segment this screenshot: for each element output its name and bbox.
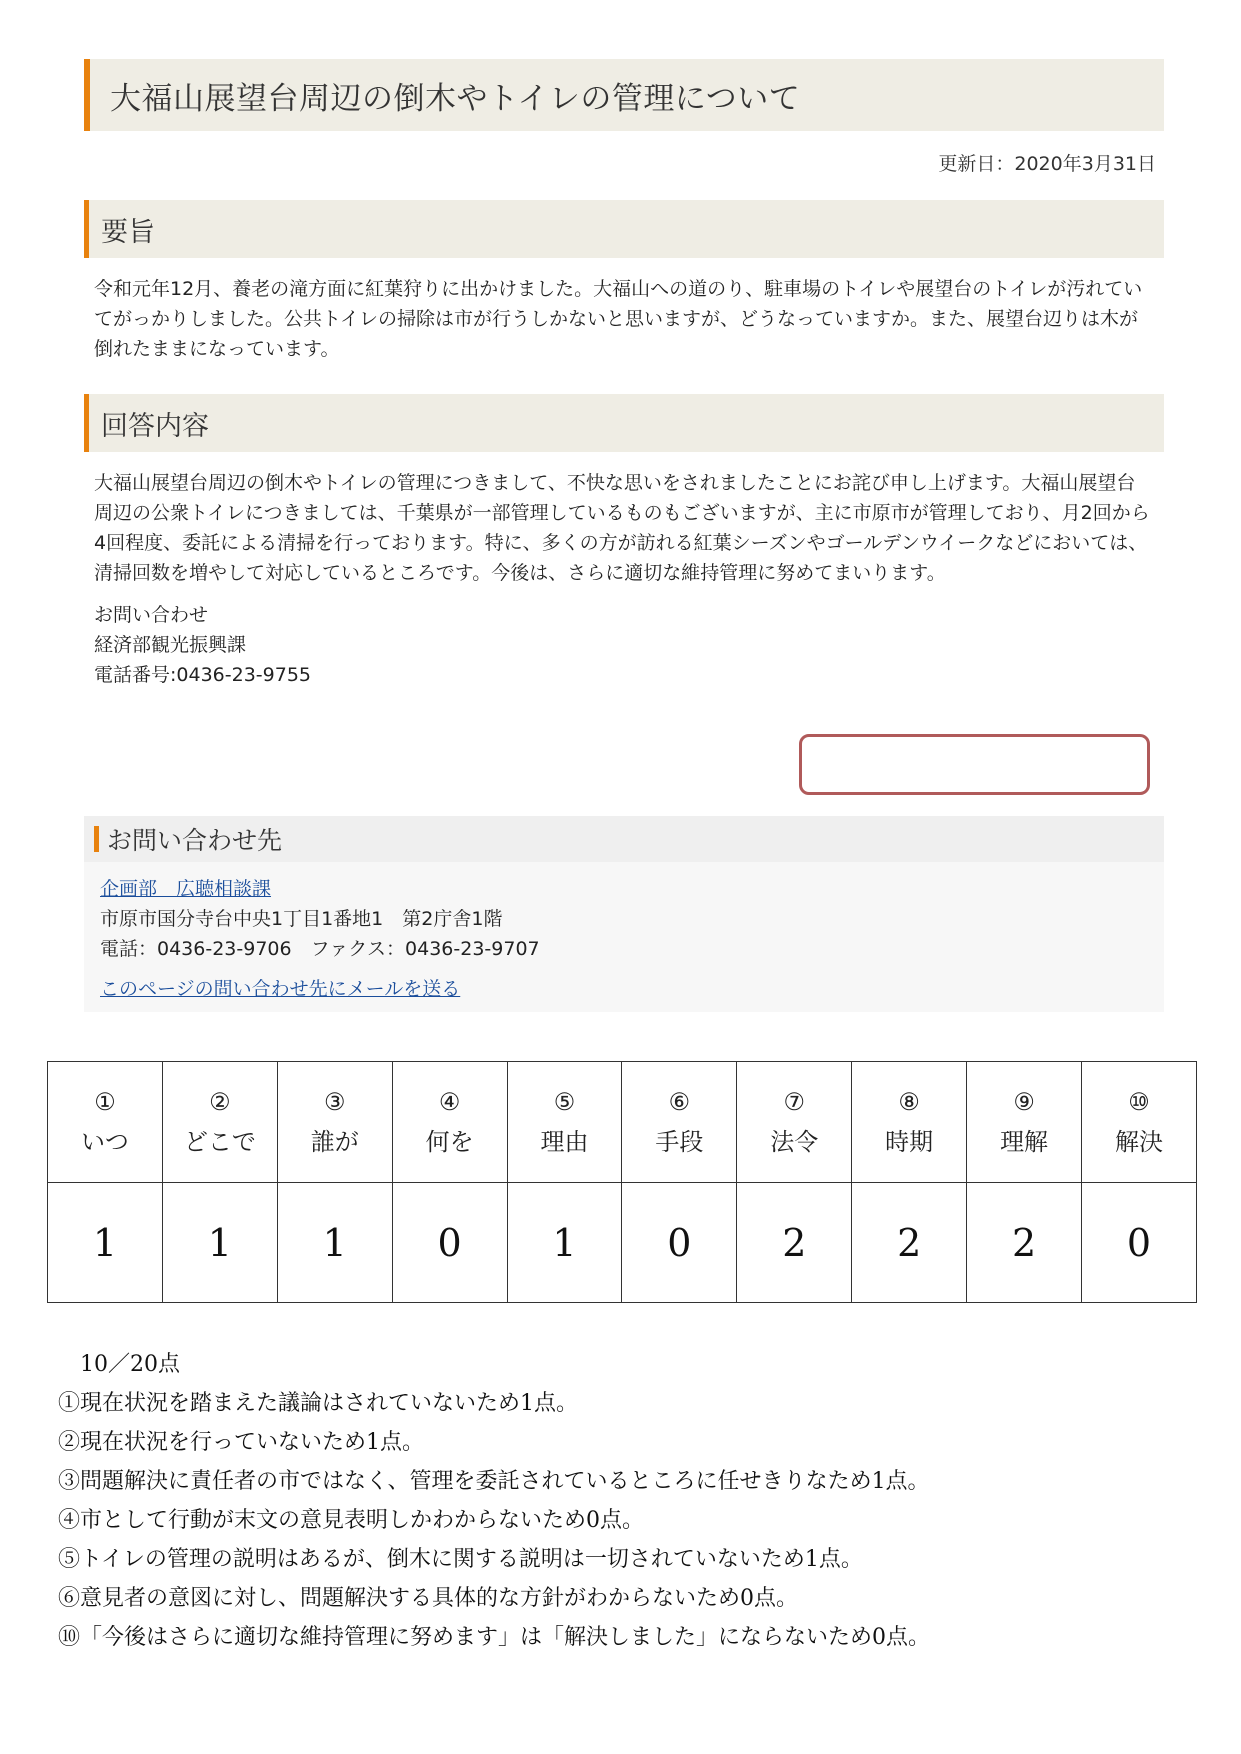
inquiry-tel-fax: 電話：0436-23-9706 ファクス：0436-23-9707 — [100, 938, 540, 960]
inquiry-heading: お問い合わせ先 — [107, 826, 283, 855]
inquiry-heading-bar — [94, 826, 99, 852]
score-header-cell: ⑨ 理解 — [967, 1062, 1082, 1183]
score-notes — [58, 1346, 1208, 1657]
score-header-cell: ⑤ 理由 — [507, 1062, 622, 1183]
answer-contact-label: お問い合わせ — [94, 604, 209, 626]
summary-heading: 要旨 — [101, 216, 155, 248]
answer-heading: 回答内容 — [101, 410, 209, 442]
inquiry-heading-box — [84, 816, 1164, 862]
note-line: ⑩「今後はさらに適切な維持管理に努めます」は「解決しました」にならないため0点。 — [58, 1625, 930, 1650]
note-line: ①現在状況を踏まえた議論はされていないため1点。 — [58, 1391, 578, 1416]
score-value-cell: 0 — [622, 1183, 737, 1303]
score-value-cell: 0 — [392, 1183, 507, 1303]
score-value-cell: 1 — [507, 1183, 622, 1303]
score-header-row — [48, 1062, 1197, 1183]
answer-text: 大福山展望台周辺の倒木やトイレの管理につきまして、不快な思いをされましたことにお詫び申し上げます。大福山展望台周辺の公衆トイレにつきましては、千葉県が一部管理しているものもございますが、主に市原市が管理しており、月2回から4回程度、委託による清掃を行っております。特に、多くの方が訪れる紅葉シーズンやゴールデンウイークなどにおいては、清掃回数を増やして対応しているところです。今後は、さらに適切な維持管理に努めてまいります。 — [94, 472, 1150, 584]
score-header-cell: ① いつ — [48, 1062, 163, 1183]
note-line: ③問題解決に責任者の市ではなく、管理を委託されているところに任せきりなため1点。 — [58, 1469, 930, 1494]
score-value-cell: 2 — [737, 1183, 852, 1303]
summary-section — [84, 200, 1164, 364]
inquiry-dept-link[interactable]: 企画部 広聴相談課 — [100, 878, 272, 900]
answer-department: 経済部観光振興課 — [94, 634, 247, 656]
score-value-cell: 1 — [48, 1183, 163, 1303]
summary-heading-box — [84, 200, 1164, 258]
updated-date: 更新日：2020年3月31日 — [938, 153, 1156, 175]
note-line: ②現在状況を行っていないため1点。 — [58, 1430, 424, 1455]
score-value-row — [48, 1183, 1197, 1303]
score-value-cell: 2 — [852, 1183, 967, 1303]
web-page-capture — [84, 59, 1164, 690]
score-value-cell: 1 — [277, 1183, 392, 1303]
answer-section — [84, 394, 1164, 690]
answer-phone: 電話番号:0436-23-9755 — [94, 664, 311, 686]
empty-highlight-box — [799, 734, 1150, 795]
score-header-cell: ⑦ 法令 — [737, 1062, 852, 1183]
inquiry-address: 市原市国分寺台中央1丁目1番地1 第2庁舎1階 — [100, 908, 503, 930]
score-header-cell: ⑧ 時期 — [852, 1062, 967, 1183]
score-header-cell: ⑥ 手段 — [622, 1062, 737, 1183]
summary-text: 令和元年12月、養老の滝方面に紅葉狩りに出かけました。大福山への道のり、駐車場のトイレや展望台のトイレが汚れていてがっかりしました。公共トイレの掃除は市が行うしかないと思いますが、どうなっていますか。また、展望台辺りは木が倒れたままになっています。 — [94, 278, 1143, 360]
score-header-cell: ⑩ 解決 — [1082, 1062, 1197, 1183]
score-total: 10／20点 — [80, 1352, 180, 1377]
score-header-cell: ③ 誰が — [277, 1062, 392, 1183]
page-title: 大福山展望台周辺の倒木やトイレの管理について — [110, 80, 801, 117]
note-line: ④市として行動が末文の意見表明しかわからないため0点。 — [58, 1508, 644, 1533]
score-value-cell: 0 — [1082, 1183, 1197, 1303]
inquiry-mail-link[interactable]: このページの問い合わせ先にメールを送る — [100, 978, 461, 1000]
score-table — [47, 1061, 1197, 1303]
score-header-cell: ④ 何を — [392, 1062, 507, 1183]
score-header-cell: ② どこで — [162, 1062, 277, 1183]
inquiry-box — [84, 816, 1164, 1012]
score-value-cell: 1 — [162, 1183, 277, 1303]
note-line: ⑥意見者の意図に対し、問題解決する具体的な方針がわからないため0点。 — [58, 1586, 798, 1611]
note-line: ⑤トイレの管理の説明はあるが、倒木に関する説明は一切されていないため1点。 — [58, 1547, 863, 1572]
answer-heading-box — [84, 394, 1164, 452]
score-value-cell: 2 — [967, 1183, 1082, 1303]
page-title-box — [84, 59, 1164, 131]
